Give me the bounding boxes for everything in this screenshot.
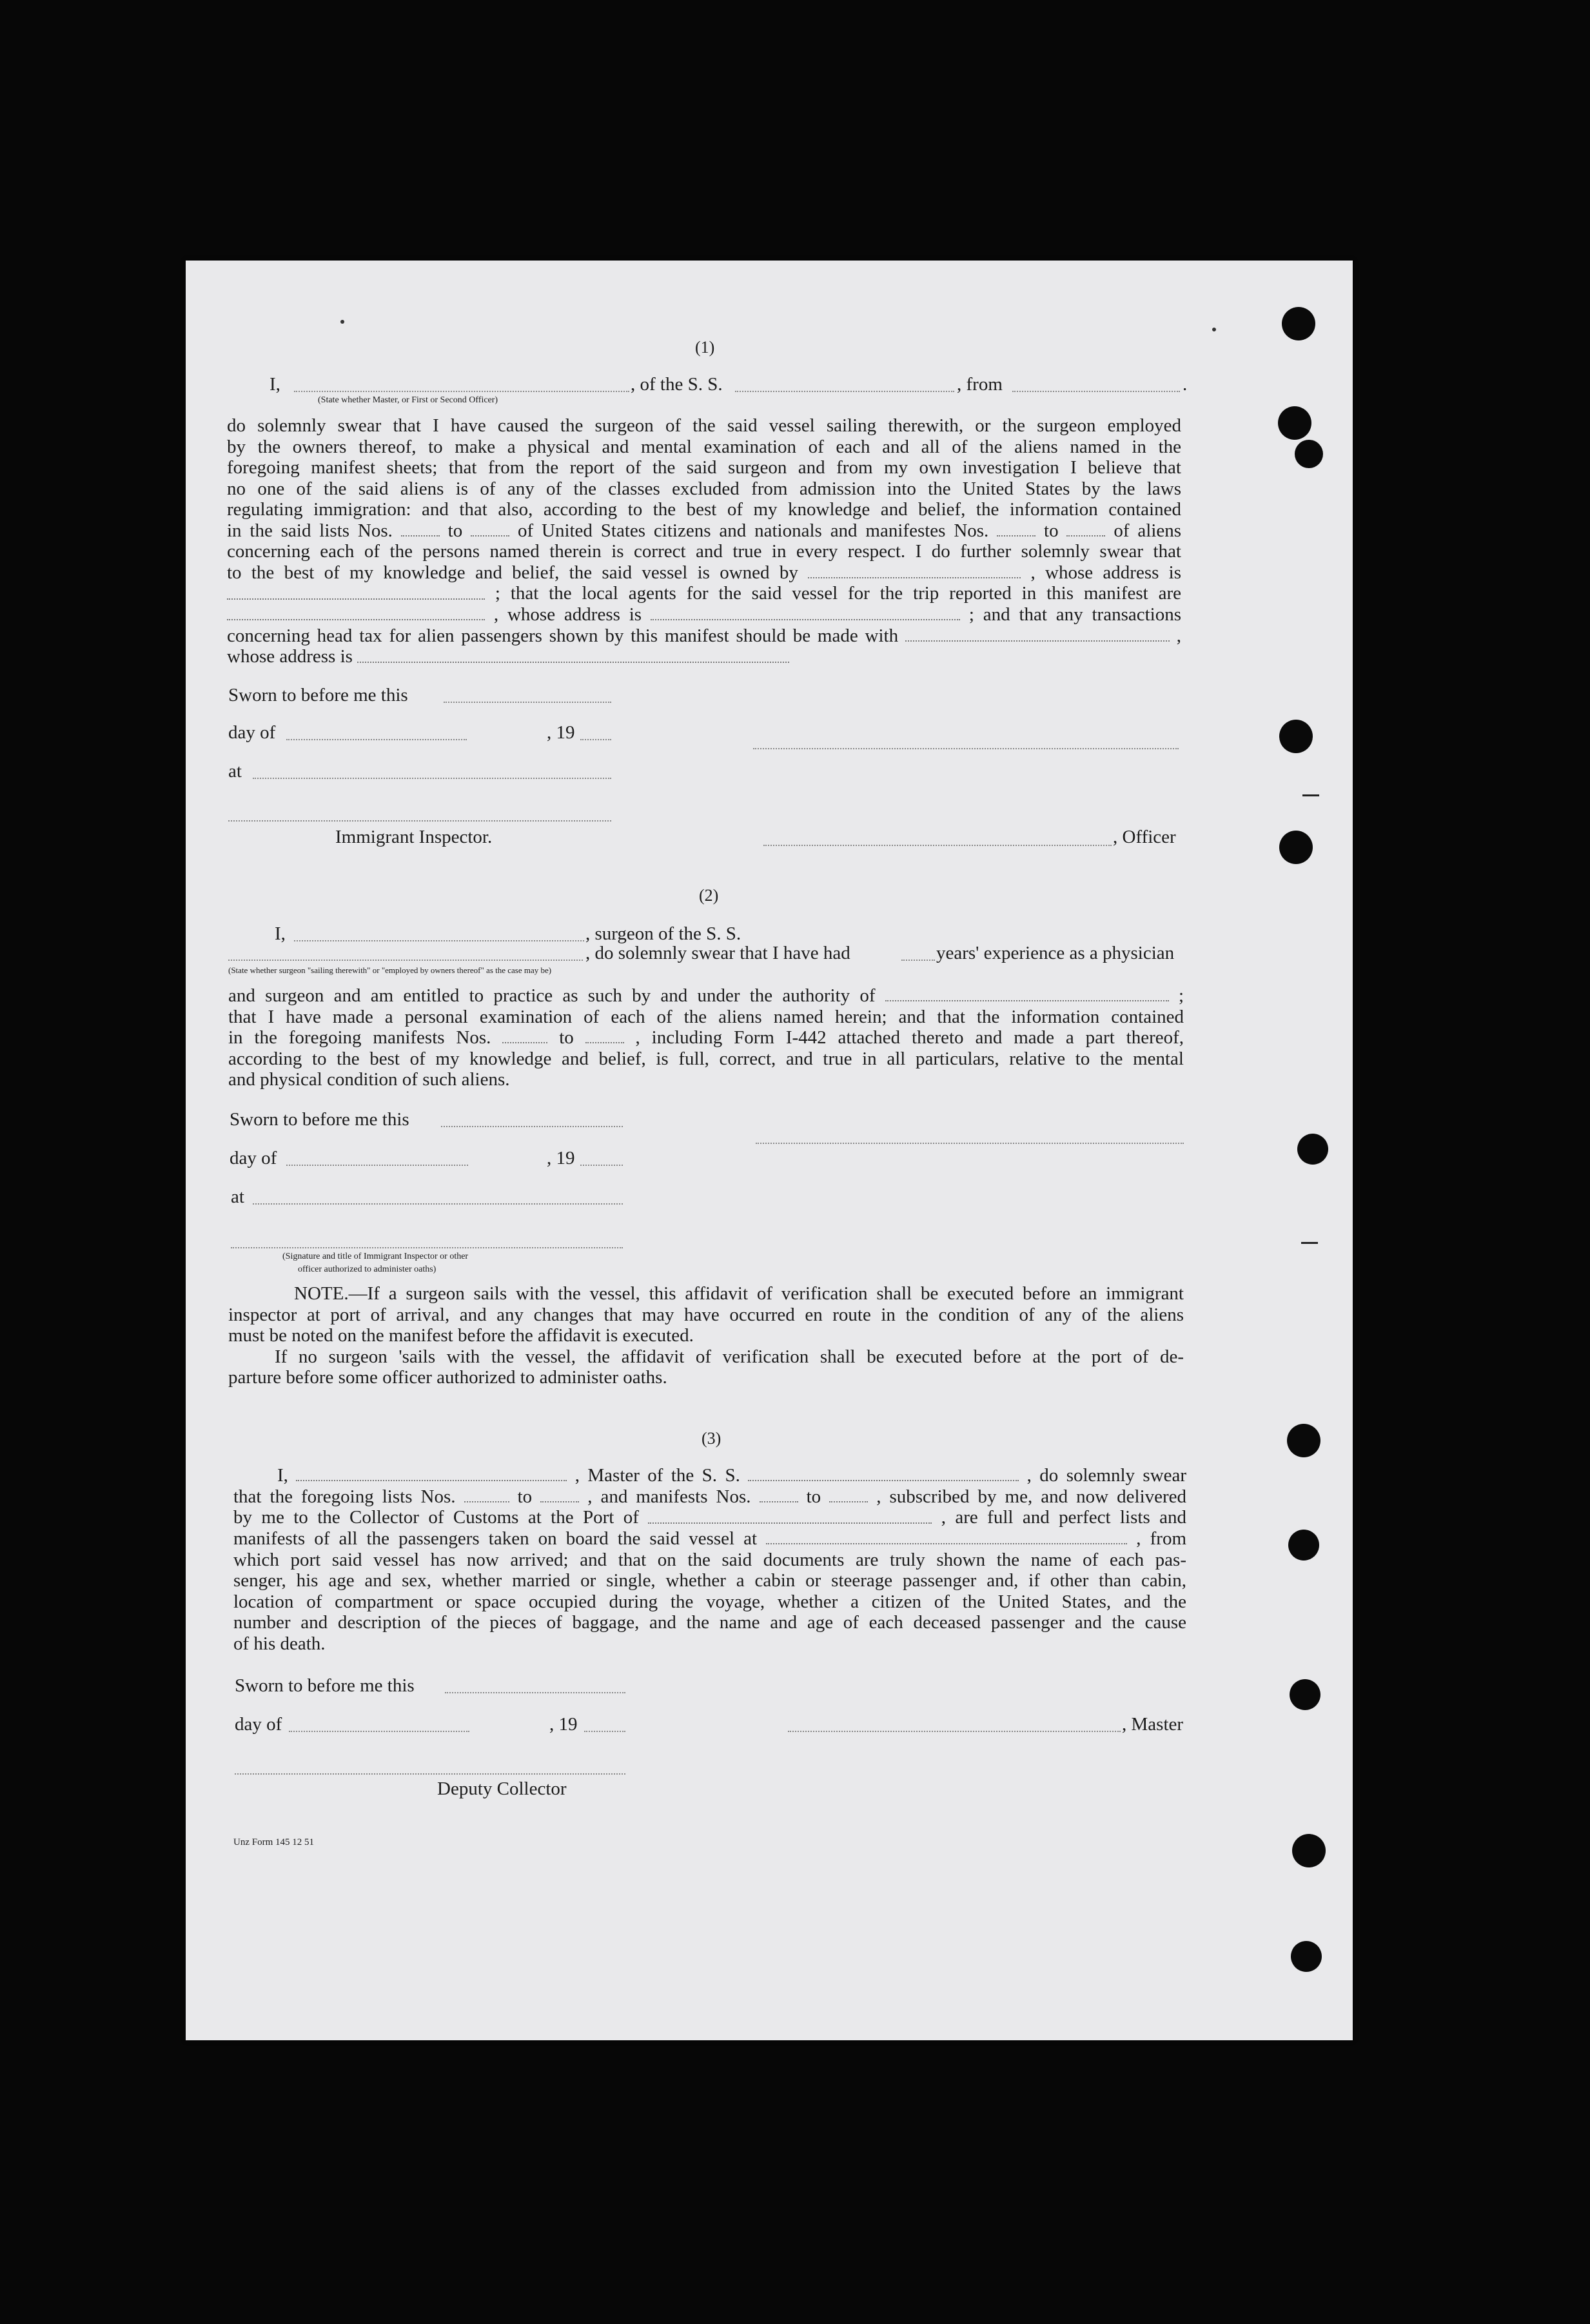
section3-line: senger, his age and sex, whether married or single, whether a cabin or steerage passenger and, if other than cabin, <box>233 1570 1186 1591</box>
officer-note: (State whether Master, or First or Second Officer) <box>318 395 498 405</box>
punch-hole <box>1278 406 1311 440</box>
collector-signature-field[interactable] <box>235 1773 625 1775</box>
year-label: , 19 <box>547 722 575 743</box>
surgeon-signature-field[interactable] <box>756 1143 1184 1144</box>
section1-from-label: , from <box>957 374 1003 395</box>
at-place-field[interactable] <box>253 1203 623 1205</box>
lists-from-field[interactable] <box>464 1486 509 1502</box>
master-name-field[interactable] <box>296 1465 567 1481</box>
sworn-label: Sworn to before me this <box>230 1109 409 1130</box>
month-field[interactable] <box>286 1165 468 1166</box>
agents-address-field[interactable] <box>651 604 960 620</box>
note-block <box>228 1283 1184 1388</box>
inspector-signature-field[interactable] <box>231 1247 623 1248</box>
punch-hole <box>1292 1834 1326 1867</box>
head-tax-address-field[interactable] <box>357 646 789 662</box>
vessel-field[interactable] <box>735 391 954 392</box>
surgeon-note: (State whether surgeon "sailing therewith" or "employed by owners thereof" as the case may be) <box>228 965 552 975</box>
year-label: , 19 <box>549 1714 578 1735</box>
speck <box>1212 328 1216 331</box>
punch-hole <box>1291 1941 1322 1972</box>
section1-line: no one of the said aliens is of any of the classes excluded from admission into the United States by the laws <box>227 478 1181 499</box>
section3-line: which port said vessel has now arrived; and that on the said documents are truly shown the name of each pas- <box>233 1549 1186 1570</box>
years-experience-label: years' experience as a physician <box>936 943 1175 963</box>
years-field[interactable] <box>901 960 935 961</box>
sworn-day-field[interactable] <box>441 1126 623 1127</box>
note-line: must be noted on the manifest before the affidavit is executed. <box>228 1325 694 1346</box>
manifest-no-from-field[interactable] <box>502 1027 547 1043</box>
day-of-label: day of <box>230 1148 277 1168</box>
year-field[interactable] <box>584 1731 625 1732</box>
list-to-field[interactable] <box>471 520 509 537</box>
section3-line: number and description of the pieces of baggage, and the name and age of each deceased passenger and the cause <box>233 1612 1186 1633</box>
signature-note: (Signature and title of Immigrant Inspector or other <box>282 1252 469 1261</box>
section2-line: and physical condition of such aliens. <box>228 1069 510 1090</box>
port-line: by me to the Collector of Customs at the Port of , are full and perfect lists and <box>233 1507 1187 1528</box>
section1-end: . <box>1183 374 1188 395</box>
margin-mark <box>1302 794 1319 796</box>
note-line: inspector at port of arrival, and any changes that may have occurred en route in the condition of any of the aliens <box>228 1304 1184 1325</box>
inspector-signature-field[interactable] <box>228 820 611 822</box>
head-tax-line: concerning head tax for alien passengers shown by this manifest should be made with , <box>227 625 1182 646</box>
surgeon-ss-label: , surgeon of the S. S. <box>585 923 741 944</box>
punch-hole <box>1282 307 1315 340</box>
boarding-line: manifests of all the passengers taken on board the said vessel at , from <box>233 1528 1187 1550</box>
punch-hole <box>1279 720 1313 753</box>
manifest-to-field[interactable] <box>1066 520 1105 537</box>
section3-line: of his death. <box>233 1633 326 1654</box>
owner-address-field[interactable] <box>227 583 485 599</box>
sworn-label: Sworn to before me this <box>235 1675 415 1696</box>
lists-line: that the foregoing lists Nos. to , and manifests Nos. to , subscribed by me, and now delivered <box>233 1486 1187 1507</box>
section3-line: location of compartment or space occupied during the voyage, whether a citizen of the United States, and the <box>233 1591 1186 1612</box>
day-of-label: day of <box>235 1714 282 1735</box>
officer-field[interactable] <box>294 391 629 392</box>
head-tax-field[interactable] <box>905 625 1170 642</box>
lists-to-field[interactable] <box>540 1486 579 1502</box>
form-page <box>186 261 1353 2040</box>
master-label: , Master <box>1122 1714 1184 1735</box>
master-signature-field[interactable] <box>788 1731 1121 1732</box>
punch-hole <box>1279 831 1313 864</box>
manifests-line: in the foregoing manifests Nos. to , including Form I-442 attached thereto and made a part thereof, <box>228 1027 1184 1049</box>
sworn-day-field[interactable] <box>444 702 611 703</box>
section1-ss-label: , of the S. S. <box>631 374 723 395</box>
agents-line: ; that the local agents for the said vessel for the trip reported in this manifest are <box>227 583 1181 604</box>
agents-address-line: , whose address is ; and that any transactions <box>227 604 1181 625</box>
month-field[interactable] <box>286 739 467 740</box>
note-line: parture before some officer authorized to administer oaths. <box>228 1367 667 1388</box>
immigrant-inspector-label: Immigrant Inspector. <box>335 827 493 847</box>
punch-hole <box>1290 1679 1320 1710</box>
master-line: I, , Master of the S. S. , do solemnly swear <box>277 1465 1187 1486</box>
section1-line: foregoing manifest sheets; that from the report of the said surgeon and from my own investigation I believe that <box>227 457 1181 478</box>
month-field[interactable] <box>289 1731 469 1732</box>
day-of-label: day of <box>228 722 276 743</box>
form-id: Unz Form 145 12 51 <box>233 1837 314 1847</box>
agents-field[interactable] <box>227 604 485 620</box>
officer-label: , Officer <box>1113 827 1176 847</box>
punch-hole <box>1297 1134 1328 1165</box>
at-label: at <box>228 761 242 782</box>
section1-heading: (1) <box>695 338 715 357</box>
section1-i: I, <box>270 374 280 395</box>
master-vessel-field[interactable] <box>748 1465 1019 1481</box>
section1-line: regulating immigration: and that also, according to the best of my knowledge and belief, the information contained <box>227 499 1181 520</box>
surgeon-name-field[interactable] <box>294 940 584 941</box>
surgeon-swear-label: , do solemnly swear that I have had <box>585 943 850 963</box>
punch-hole <box>1295 440 1323 468</box>
note-line: NOTE.—If a surgeon sails with the vessel, this affidavit of verification shall be executed before an immigrant <box>294 1283 1184 1304</box>
manifest-no-to-field[interactable] <box>585 1027 624 1043</box>
officer-signature-field[interactable] <box>763 845 1112 846</box>
section2-heading: (2) <box>699 886 719 905</box>
authority-field[interactable] <box>885 985 1169 1001</box>
section2-body <box>228 985 1184 1090</box>
section1-line: concerning each of the persons named therein is correct and true in every respect. I do further solemnly swear that <box>227 541 1181 562</box>
sworn-label: Sworn to before me this <box>228 685 408 705</box>
deputy-collector-label: Deputy Collector <box>437 1778 567 1799</box>
speck <box>340 320 344 324</box>
at-label: at <box>231 1187 244 1207</box>
manifests-to-field[interactable] <box>829 1486 868 1502</box>
section1-line: do solemnly swear that I have caused the surgeon of the said vessel sailing therewith, or the surgeon employed <box>227 415 1181 436</box>
manifests-from-field[interactable] <box>760 1486 798 1502</box>
note-line: If no surgeon 'sails with the vessel, the affidavit of verification shall be executed before at the port of de- <box>275 1346 1184 1367</box>
section2-line: according to the best of my knowledge and belief, is full, correct, and true in all particulars, relative to the mental <box>228 1048 1184 1069</box>
year-field[interactable] <box>580 739 611 740</box>
at-place-field[interactable] <box>253 778 611 779</box>
section3-body <box>233 1465 1186 1654</box>
section3-heading: (3) <box>702 1429 721 1448</box>
section1-lists-line: in the said lists Nos. to of United States citizens and nationals and manifestes Nos. to of aliens <box>227 520 1182 541</box>
owner-field[interactable] <box>808 562 1021 578</box>
punch-hole <box>1288 1530 1319 1561</box>
sworn-day-field[interactable] <box>445 1692 625 1693</box>
head-tax-address-line: whose address is <box>227 646 1181 667</box>
margin-mark <box>1301 1242 1318 1244</box>
signature-note: officer authorized to administer oaths) <box>298 1265 437 1274</box>
section1-body <box>227 415 1181 667</box>
signature-field[interactable] <box>753 748 1179 749</box>
year-field[interactable] <box>580 1165 623 1166</box>
surgeon-vessel-field[interactable] <box>228 960 583 961</box>
authority-line: and surgeon and am entitled to practice as such by and under the authority of ; <box>228 985 1184 1007</box>
from-port-field[interactable] <box>1012 391 1180 392</box>
manifest-from-field[interactable] <box>997 520 1035 537</box>
section1-line: by the owners thereof, to make a physical and mental examination of each and all of the aliens named in the <box>227 436 1181 457</box>
section2-i: I, <box>275 923 286 944</box>
port-field[interactable] <box>648 1507 932 1523</box>
owner-line: to the best of my knowledge and belief, the said vessel is owned by , whose address is <box>227 562 1182 583</box>
punch-hole <box>1287 1424 1320 1457</box>
section2-line: that I have made a personal examination of each of the aliens named herein; and that the information contained <box>228 1006 1184 1027</box>
boarding-port-field[interactable] <box>766 1528 1127 1544</box>
list-from-field[interactable] <box>401 520 440 537</box>
year-label: , 19 <box>547 1148 575 1168</box>
